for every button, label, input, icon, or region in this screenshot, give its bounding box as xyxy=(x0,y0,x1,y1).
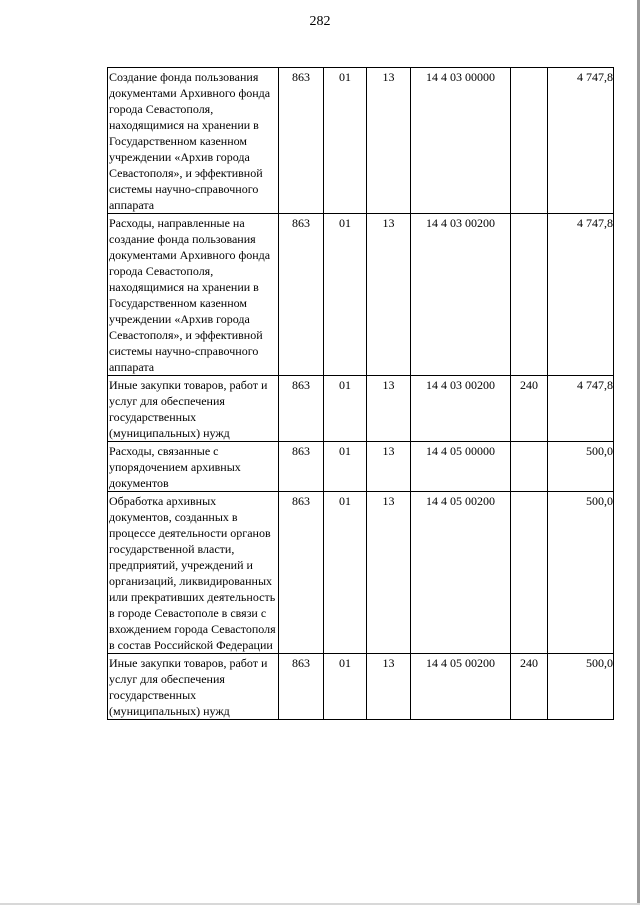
subsection-code-cell: 13 xyxy=(367,214,411,376)
budget-table xyxy=(107,67,614,720)
expense-type-cell: 240 xyxy=(511,376,548,442)
ministry-code-cell: 863 xyxy=(279,442,324,492)
row-name-cell: Расходы, связанные с упорядочением архивных документов xyxy=(108,442,279,492)
section-code-cell: 01 xyxy=(324,68,367,214)
page-number: 282 xyxy=(309,14,331,29)
ministry-code-cell: 863 xyxy=(279,376,324,442)
section-code-cell: 01 xyxy=(324,214,367,376)
target-article-cell: 14 4 03 00000 xyxy=(411,68,511,214)
target-article-cell: 14 4 03 00200 xyxy=(411,214,511,376)
amount-cell: 500,0 xyxy=(548,492,614,654)
subsection-code-cell: 13 xyxy=(367,442,411,492)
target-article-cell: 14 4 05 00000 xyxy=(411,442,511,492)
table-row xyxy=(108,654,614,720)
amount-cell: 4 747,8 xyxy=(548,68,614,214)
ministry-code-cell: 863 xyxy=(279,654,324,720)
amount-cell: 500,0 xyxy=(548,442,614,492)
table-row xyxy=(108,442,614,492)
expense-type-cell xyxy=(511,442,548,492)
section-code-cell: 01 xyxy=(324,376,367,442)
section-code-cell: 01 xyxy=(324,442,367,492)
target-article-cell: 14 4 05 00200 xyxy=(411,492,511,654)
ministry-code-cell: 863 xyxy=(279,214,324,376)
ministry-code-cell: 863 xyxy=(279,68,324,214)
table-row xyxy=(108,214,614,376)
target-article-cell: 14 4 05 00200 xyxy=(411,654,511,720)
row-name-cell: Иные закупки товаров, работ и услуг для обеспечения государственных (муниципальных) нужд xyxy=(108,654,279,720)
ministry-code-cell: 863 xyxy=(279,492,324,654)
section-code-cell: 01 xyxy=(324,492,367,654)
row-name-cell: Иные закупки товаров, работ и услуг для обеспечения государственных (муниципальных) нужд xyxy=(108,376,279,442)
subsection-code-cell: 13 xyxy=(367,376,411,442)
table-body xyxy=(108,68,614,720)
row-name-cell: Создание фонда пользования документами Архивного фонда города Севастополя, находящимися на хранении в Государственном казенном учреждении «Архив города Севастополя», и эффективной системы научно-справочного аппарата xyxy=(108,68,279,214)
expense-type-cell: 240 xyxy=(511,654,548,720)
table-row xyxy=(108,376,614,442)
amount-cell: 4 747,8 xyxy=(548,376,614,442)
expense-type-cell xyxy=(511,214,548,376)
section-code-cell: 01 xyxy=(324,654,367,720)
subsection-code-cell: 13 xyxy=(367,654,411,720)
expense-type-cell xyxy=(511,492,548,654)
amount-cell: 500,0 xyxy=(548,654,614,720)
row-name-cell: Обработка архивных документов, созданных в процессе деятельности органов государственной власти, предприятий, учреждений и организаций, ликвидированных или прекративших деятельность в городе Севастополе в связи с вхождением города Севастополя в состав Российской Федерации xyxy=(108,492,279,654)
target-article-cell: 14 4 03 00200 xyxy=(411,376,511,442)
amount-cell: 4 747,8 xyxy=(548,214,614,376)
row-name-cell: Расходы, направленные на создание фонда пользования документами Архивного фонда города Севастополя, находящимися на хранении в Государственном казенном учреждении «Архив города Севастополя», и эффективной системы научно-справочного аппарата xyxy=(108,214,279,376)
expense-type-cell xyxy=(511,68,548,214)
table-row xyxy=(108,68,614,214)
subsection-code-cell: 13 xyxy=(367,68,411,214)
subsection-code-cell: 13 xyxy=(367,492,411,654)
table-row xyxy=(108,492,614,654)
